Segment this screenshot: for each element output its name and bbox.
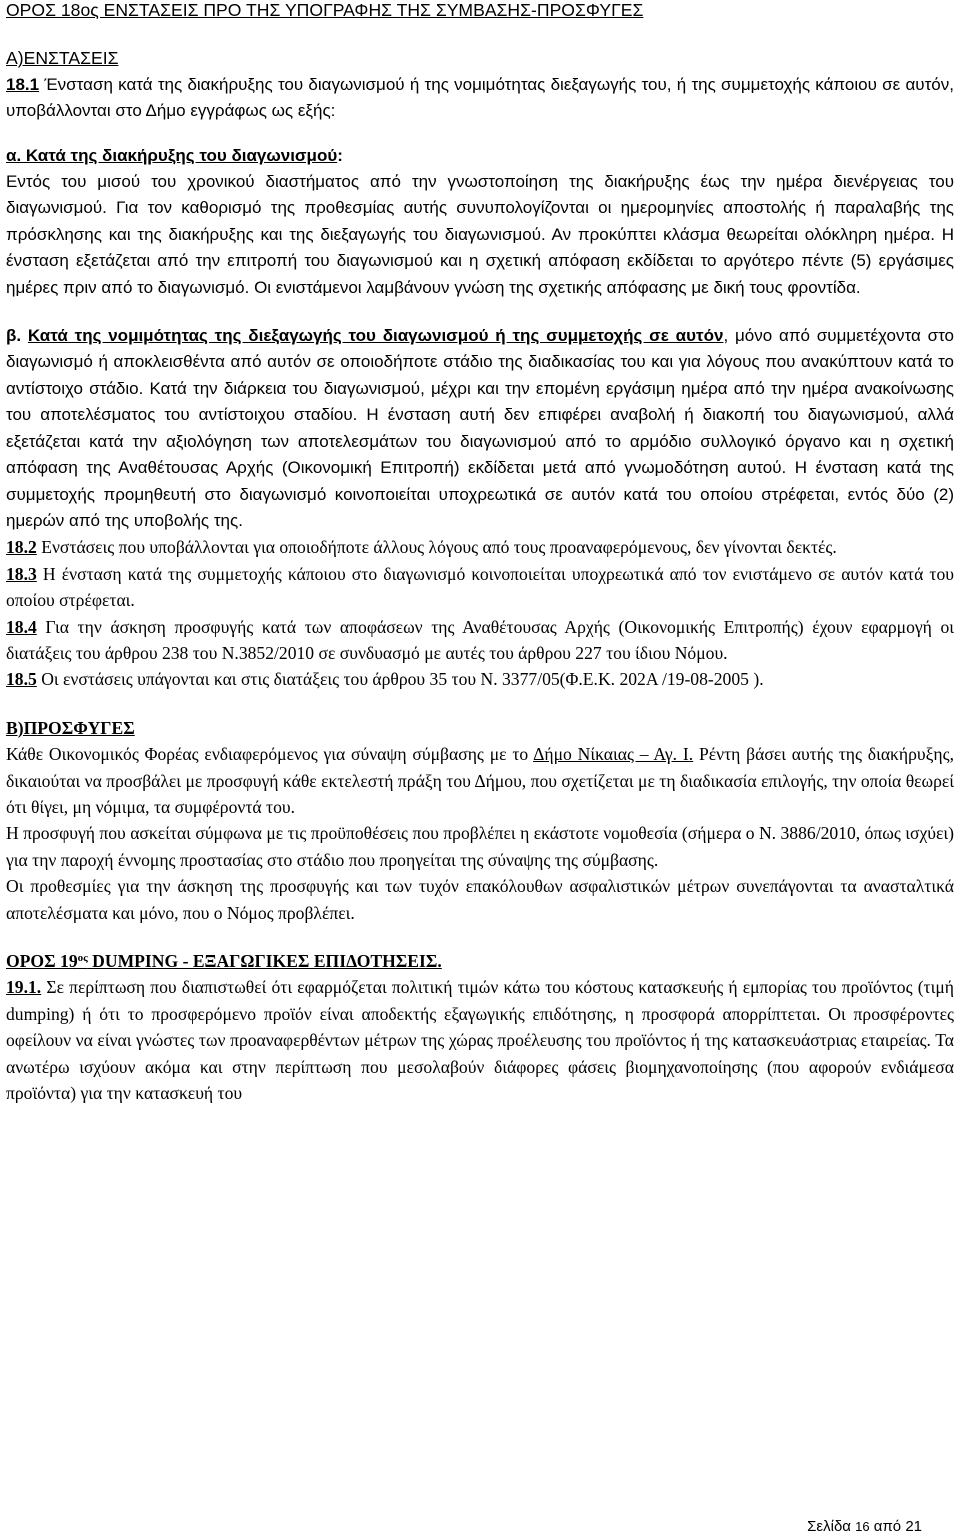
subclause-b-title: Κατά της νομιμότητας της διεξαγωγής του διαγωνισμού ή της συμμετοχής σε αυτόν [27,326,724,346]
paragraph-b-2: Η προσφυγή που ασκείται σύμφωνα με τις προϋποθέσεις που προβλέπει η εκάστοτε νομοθεσία (σήμερα ο Ν. 3886/2010, όπως ισχύει) για την παροχή έννομης προστασίας στο στάδιο που προηγείται της σύναψης της σύμβασης. [6,823,954,870]
total-pages: 21 [905,1518,922,1535]
clause-number: 18.4 [6,616,37,637]
section-b-title: Β)ΠΡΟΣΦΥΓΕΣ [6,717,135,738]
heading-term-19: ΟΡΟΣ $19^{o\varsigma}$ DUMPING - ΕΞΑΓΩΓΙΚΕΣ ΕΠΙΔΟΤΗΣΕΙΣ. [6,951,442,971]
section-a-title: Α)ΕΝΣΤΑΣΕΙΣ [6,48,119,69]
current-page: 16 [855,1519,870,1534]
paragraph-18-4: 18.4 Για την άσκηση προσφυγής κατά των αποφάσεων της Αναθέτουσας Αρχής (Οικονομικής Επιτροπής) έχουν εφαρμογή οι διατάξεις του άρθρου 238 του Ν.3852/2010 σε συνδυασμό με αυτές του άρθρου 227 του ίδιου Νόμου. [6,616,954,663]
subclause-a-title: α. Κατά της διακήρυξης του διαγωνισμού [6,145,338,165]
paragraph-18-2: 18.2 Ενστάσεις που υποβάλλονται για οποιοδήποτε άλλους λόγους από τους προαναφερόμενους, δεν γίνονται δεκτές. [6,537,837,558]
paragraph-18-1: 18.1 Ένσταση κατά της διακήρυξης του διαγωνισμού ή της νομιμότητας διεξαγωγής του, ή της συμμετοχής κάποιου σε αυτόν, υποβάλλονται στο Δήμο εγγράφως ως εξής: [6,74,954,121]
paragraph-b: β. Κατά της νομιμότητας της διεξαγωγής του διαγωνισμού ή της συμμετοχής σε αυτόν, μόνο από συμμετέχοντα στο διαγωνισμό ή αποκλεισθέντα από αυτόν σε οποιοδήποτε στάδιο της διαδικασίας του και για λόγους που ανακύπτουν κατά το αντίστοιχο στάδιο. Κατά την διάρκεια του διαγωνισμού, μέχρι και την επομένη εργάσιμη ημέρα από την ημέρα ανακοίνωσης του αποτελέσματος του αντίστοιχου σταδίου. Η ένσταση αυτή δεν επιφέρει αναβολή ή διακοπή του διαγωνισμού, αλλά εξετάζεται κατά την αξιολόγηση των αποτελεσμάτων του διαγωνισμού από το αρμόδιο συλλογικό όργανο και η σχετική απόφαση της Αναθέτουσας Αρχής (Οικονομική Επιτροπή) εκδίδεται μετά από γνωμοδότηση αυτού. Η ένσταση κατά της συμμετοχής προμηθευτή στο διαγωνισμό κοινοποιείται υποχρεωτικά σε αυτόν κατά του οποίου στρέφεται, εντός δύο (2) ημερών από της υποβολής της. [6,326,954,530]
paragraph-a-head: α. Κατά της διακήρυξης του διαγωνισμού: [6,145,343,165]
paragraph-a-text: Εντός του μισού του χρονικού διαστήματος από την γνωστοποίηση της διακήρυξης έως την ημέρα διενέργειας του διαγωνισμού. Για τον καθορισμό της προθεσμίας αυτής συνυπολογίζονται οι ημερομηνίες αποστολής ή παραλαβής της πρόσκλησης και της διακήρυξης και της διεξαγωγής του διαγωνισμού. Αν προκύπτει κλάσμα θεωρείται ολόκληρη ημέρα. Η ένσταση εξετάζεται από την επιτροπή του διαγωνισμού και η σχετική απόφαση εκδίδεται το αργότερο πέντε (5) εργάσιμες ημέρες πριν από το διαγωνισμό. Οι ενιστάμενοι λαμβάνουν γνώση της σχετικής απόφασης με δική τους φροντίδα. [6,172,954,297]
page-footer: Σελίδα 16 από 21 [807,1518,922,1535]
paragraph-18-3: 18.3 Η ένσταση κατά της συμμετοχής κάποιου στο διαγωνισμό κοινοποιείται υποχρεωτικά από τον ενιστάμενο σε αυτόν κατά του οποίου στρέφεται. [6,563,954,611]
heading-term-18: ΟΡΟΣ 18ος ΕΝΣΤΑΣΕΙΣ ΠΡΟ ΤΗΣ ΥΠΟΓΡΑΦΗΣ ΤΗΣ ΣΥΜΒΑΣΗΣ-ΠΡΟΣΦΥΓΕΣ [6,0,644,20]
clause-number: 18.3 [6,563,37,584]
clause-number: 19.1. [6,977,42,998]
paragraph-19-1: 19.1. Σε περίπτωση που διαπιστωθεί ότι εφαρμόζεται πολιτική τιμών κάτω του κόστους κατασκευής ή εμπορίας του προϊόντος (τιμή dumping) ή ότι το προσφερόμενο προϊόν είναι αποδεκτής εξαγωγικής επιδότησης, η προσφορά απορρίπτεται. Οι προσφέροντες οφείλουν να είναι γνώστες των προαναφερθέντων μέτρων της χώρας προέλευσης του προϊόντος ή της κατασκευάστριας εταιρείας. Τα ανωτέρω ισχύουν ακόμα και στην περίπτωση που μεσολαβούν διάφορες φάσεις βιομηχανοποίησης (που αφορούν ενδιάμεσα προϊόντα) για την κατασκευή του [6,977,954,1104]
paragraph-b-3: Οι προθεσμίες για την άσκηση της προσφυγής και των τυχόν επακόλουθων ασφαλιστικών μέτρων συνεπάγονται τα ανασταλτικά αποτελέσματα και μόνο, που ο Νόμος προβλέπει. [6,876,954,923]
clause-number: 18.5 [6,669,37,690]
paragraph-18-5: 18.5 Οι ενστάσεις υπάγονται και στις διατάξεις του άρθρου 35 του Ν. 3377/05(Φ.Ε.Κ. 202Α /19-08-2005 ). [6,669,764,690]
clause-number: 18.1 [6,74,40,94]
paragraph-b-1: Κάθε Οικονομικός Φορέας ενδιαφερόμενος για σύναψη σύμβασης με το Δήμο Νίκαιας – Αγ. Ι. Ρέντη βάσει αυτής της διακήρυξης, δικαιούται να προσβάλει με προσφυγή κάθε εκτελεστή πράξη του Δήμου, που σχετίζεται με τη διαδικασία επιλογής, την οποία θεωρεί ότι θίγει, μη νόμιμα, τα συμφέροντά του. [6,744,955,817]
municipality-name: Δήμο Νίκαιας – Αγ. Ι. [533,744,694,765]
clause-number: 18.2 [6,537,37,558]
document-page [6,0,954,1106]
